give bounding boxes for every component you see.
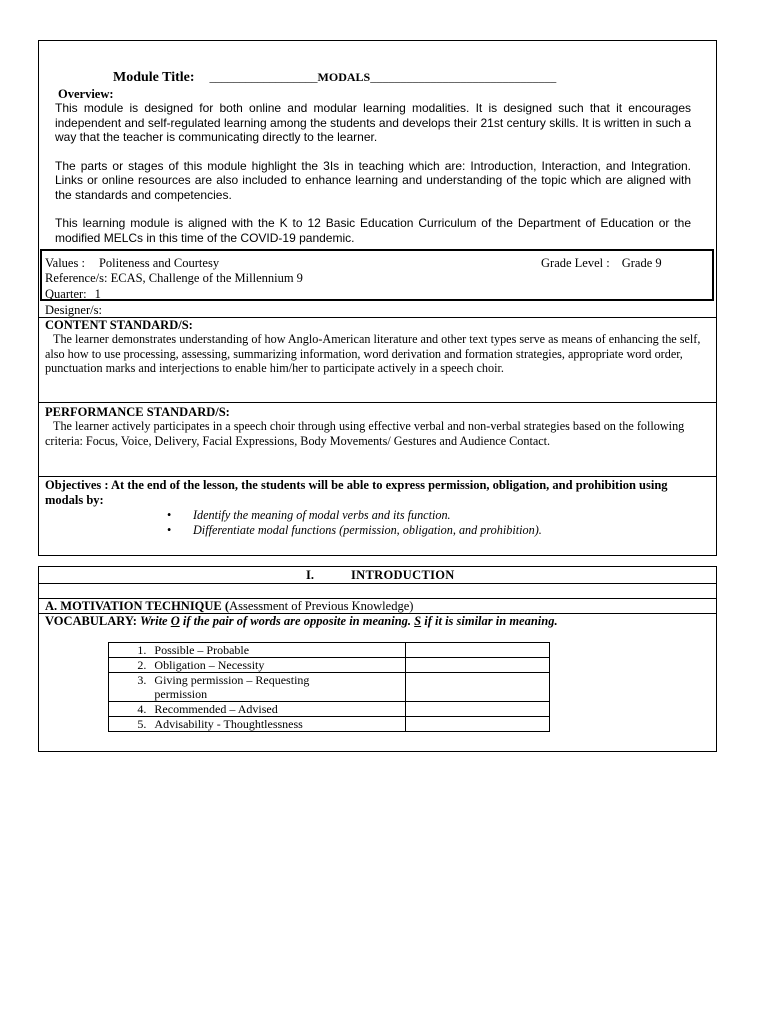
vocabulary-instructions: [45, 614, 558, 629]
overview-paragraph-1: This module is designed for both online and modular learning modalities. It is designed such that it encourages independent and self-regulated learning among the students and develops their 21st century skills. It is written in such a way that the teacher is communicating directly to the learner.: [55, 101, 691, 144]
vocabulary-table: [108, 642, 550, 732]
item-pair: Possible – Probable: [150, 643, 406, 658]
designer-label: Designer/s:: [45, 303, 102, 317]
bullet-icon: •: [167, 508, 172, 522]
item-pair: Recommended – Advised: [150, 702, 406, 717]
item-number: 5.: [109, 717, 151, 732]
quarter-label: Quarter:: [45, 287, 87, 301]
module-title-line-left: __________________: [209, 70, 318, 84]
item-pair: Obligation – Necessity: [150, 658, 406, 673]
divider: [38, 402, 717, 403]
grade-value: Grade 9: [621, 256, 662, 270]
performance-standard-text: The learner actively participates in a speech choir through using effective verbal and non-verbal strategies based on the following criteria: Focus, Voice, Delivery, Facial Expressions, Body Movements/ Gestures and Audience Contact.: [45, 419, 685, 448]
item-number: 3.: [109, 673, 151, 702]
motivation-technique: [45, 599, 413, 614]
grade-label: Grade Level :: [541, 256, 610, 270]
list-item: [167, 508, 687, 523]
vocabulary-label: VOCABULARY:: [45, 614, 137, 628]
vocabulary-O: O: [170, 614, 180, 628]
answer-cell[interactable]: [406, 643, 550, 658]
divider: [38, 476, 717, 477]
reference-row: [45, 271, 303, 286]
quarter-value: 1: [94, 287, 101, 301]
objectives-list: [167, 508, 687, 538]
vocabulary-S: S: [414, 614, 422, 628]
list-item: [167, 523, 687, 538]
vocabulary-instruction-3: if it is similar in meaning.: [421, 614, 558, 628]
module-title-line-right: _______________________________: [370, 70, 557, 84]
reference-value: ECAS, Challenge of the Millennium 9: [110, 271, 303, 285]
vocabulary-instruction-2: if the pair of words are opposite in meaning.: [179, 614, 415, 628]
objective-text: Differentiate modal functions (permission, obligation, and prohibition).: [193, 523, 542, 537]
table-row: [109, 673, 550, 702]
motivation-close: ): [409, 599, 414, 613]
table-row: [109, 717, 550, 732]
introduction-numeral: I.: [306, 568, 314, 582]
item-number: 4.: [109, 702, 151, 717]
divider: [38, 583, 717, 584]
overview-paragraph-2: The parts or stages of this module highlight the 3Is in teaching which are: Introduction, Interaction, and Integration. Links or online resources are also included to enhance learning and understanding of the topic which are aligned with the standards and competencies.: [55, 158, 691, 202]
bullet-icon: •: [167, 523, 172, 537]
motivation-label: A. MOTIVATION TECHNIQUE (: [45, 599, 230, 613]
reference-label: Reference/s:: [45, 271, 108, 285]
item-pair: Advisability - Thoughtlessness: [150, 717, 406, 732]
table-row: [109, 658, 550, 673]
objective-text: Identify the meaning of modal verbs and its function.: [193, 508, 451, 522]
module-title-value: MODALS: [317, 70, 371, 84]
values-value: Politeness and Courtesy: [98, 256, 220, 270]
table-row: [109, 643, 550, 658]
overview-body: [55, 101, 691, 245]
item-number: 1.: [109, 643, 151, 658]
motivation-paren: Assessment of Previous Knowledge: [229, 599, 410, 613]
grade-row: [541, 256, 662, 271]
table-row: [109, 702, 550, 717]
answer-cell[interactable]: [406, 673, 550, 702]
objectives-heading: Objectives : At the end of the lesson, the students will be able to express permission, obligation, and prohibition using modals by:: [45, 478, 668, 507]
item-number: 2.: [109, 658, 151, 673]
overview-label: Overview:: [58, 87, 114, 101]
content-standard-text: The learner demonstrates understanding of how Anglo-American literature and other text types serve as means of enhancing the self, also how to use processing, assessing, summarizing information, word derivation and formation strategies, appropriate word order, punctuation marks and interjections to enable him/her to participate actively in a speech choir.: [45, 332, 701, 375]
answer-cell[interactable]: [406, 658, 550, 673]
overview-paragraph-3: This learning module is aligned with the K to 12 Basic Education Curriculum of the Department of Education or the modified MELCs in this time of the COVID-19 pandemic.: [55, 216, 691, 245]
module-title-label: Module Title:: [113, 70, 195, 85]
answer-cell[interactable]: [406, 717, 550, 732]
values-row: [45, 256, 219, 271]
item-pair: Giving permission – Requesting permission: [150, 673, 406, 702]
answer-cell[interactable]: [406, 702, 550, 717]
vocabulary-instruction-1: Write: [140, 614, 171, 628]
content-standard-heading: CONTENT STANDARD/S:: [45, 318, 193, 332]
introduction-title: INTRODUCTION: [351, 568, 455, 582]
performance-standard-heading: PERFORMANCE STANDARD/S:: [45, 405, 230, 419]
values-label: Values :: [45, 256, 85, 270]
module-title-row: [113, 70, 653, 86]
quarter-row: [45, 287, 101, 302]
